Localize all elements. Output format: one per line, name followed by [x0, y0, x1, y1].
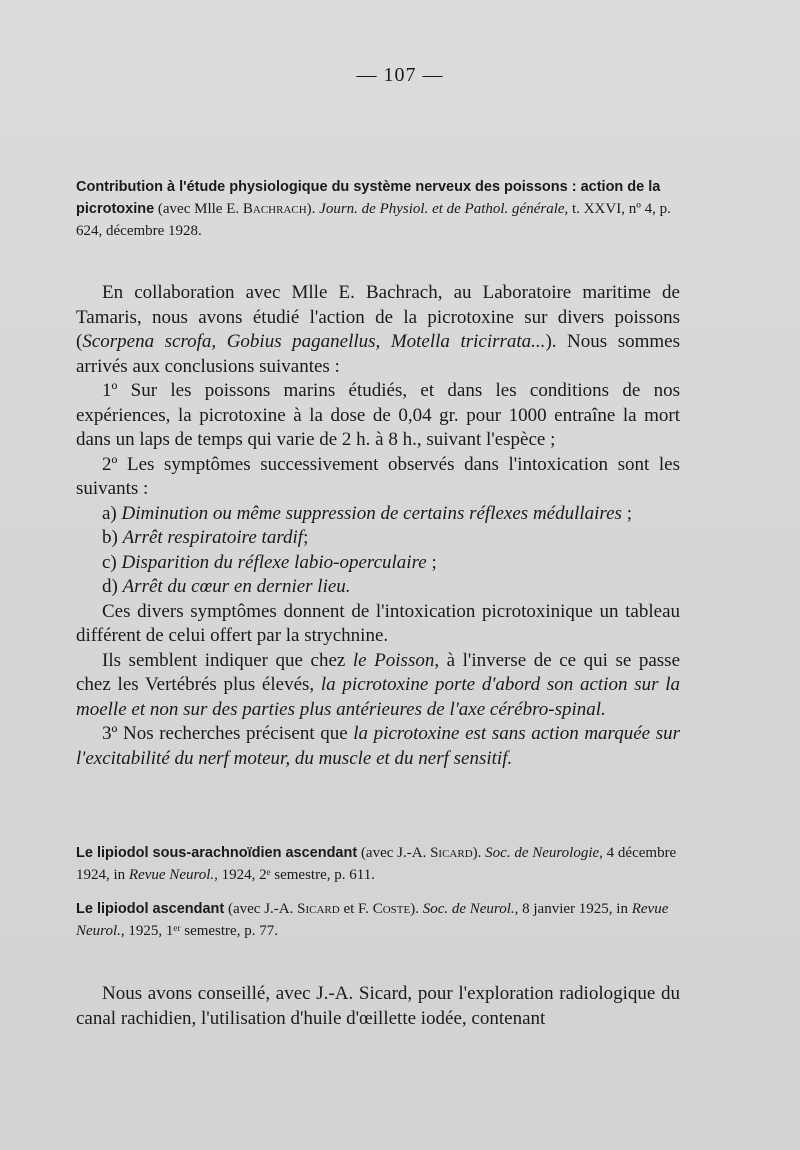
symptom-a-text: Diminution ou même suppression de certains réflexes médullaires	[121, 502, 622, 524]
reference-lipiodol-ascendant	[76, 898, 698, 942]
reference-journal: Journ. de Physiol. et de Pathol. générale	[319, 201, 565, 217]
symptom-a-label: a)	[102, 502, 122, 524]
symptom-c-label: c)	[102, 551, 122, 573]
symptom-d	[76, 575, 680, 600]
reference-details-1: , 4 décembre 1924, in	[76, 845, 677, 883]
reference-and: et F.	[339, 901, 373, 917]
symptom-d-text: Arrêt du cœur en dernier lieu.	[122, 576, 351, 597]
interpretation-paragraph	[76, 649, 680, 723]
intro-end: ). Nous sommes arrivés aux conclusions suivantes :	[76, 331, 680, 377]
species-list: Scorpena scrofa, Gobius paganellus, Motella tricirrata...	[82, 331, 546, 352]
reference-details-1: , 8 janvier 1925, in	[514, 901, 632, 917]
symptom-b	[76, 526, 680, 551]
symptom-b-label: b)	[102, 527, 123, 548]
symptom-c	[76, 551, 680, 576]
reference-picrotoxine	[76, 176, 698, 242]
symptom-b-end: ;	[303, 527, 309, 548]
symptom-c-text: Disparition du réflexe labio-operculaire	[121, 551, 427, 573]
reference-journal: Soc. de Neurol.	[422, 901, 515, 917]
lipiodol-summary	[76, 982, 680, 1031]
symptom-d-label: d)	[102, 576, 123, 597]
picrotoxine-summary	[76, 281, 680, 771]
reference-title: Le lipiodol sous-arachnoïdien ascendant	[76, 845, 358, 861]
interpretation-text-2: , à l'inverse de ce qui se passe chez les Vertébrés plus élevés,	[76, 649, 680, 695]
reference-details-2: , 1925, 1ᵉʳ semestre, p. 77.	[120, 923, 278, 939]
reference-details: , t. XXVI, nº 4, p. 624, décembre 1928.	[76, 201, 671, 239]
reference-authors-open: (avec J.-A.	[224, 901, 298, 917]
lipiodol-paragraph: Nous avons conseillé, avec J.-A. Sicard, pour l'exploration radiologique du canal rachidien, l'utilisation d'huile d'œillette iodée, contenant	[76, 983, 680, 1029]
reference-details-2: , 1924, 2ᵉ semestre, p. 611.	[214, 867, 375, 883]
page-number: — 107 —	[356, 64, 444, 86]
reference-title: Le lipiodol ascendant	[76, 901, 225, 917]
symptom-a-end: ;	[621, 502, 632, 524]
reference-authors-open: (avec Mlle E.	[154, 201, 243, 217]
reference-authors-open: (avec J.-A.	[357, 845, 431, 861]
conclusion-1: 1º Sur les poissons marins étudiés, et dans les conditions de nos expériences, la picrotoxine à la dose de 0,04 gr. pour 1000 entraîne la mort dans un laps de temps qui varie de 2 h. à 8 h., suivant l'espèce ;	[76, 380, 680, 450]
interpretation-emphasis-1: le Poisson	[352, 649, 435, 671]
reference-lipiodol-sous-arachnoidien	[76, 842, 698, 886]
reference-author: Sicard	[430, 845, 473, 861]
reference-title: Contribution à l'étude physiologique du système nerveux des poissons : action de la picrotoxine	[76, 179, 661, 217]
reference-author-2: Coste	[372, 901, 411, 917]
conclusion-2: 2º Les symptômes successivement observés dans l'intoxication sont les suivants :	[76, 453, 680, 499]
reference-authors-close: ).	[306, 201, 320, 217]
reference-author-1: Sicard	[297, 901, 340, 917]
reference-journal-2: Revue Neurol.	[128, 867, 215, 883]
reference-authors-close: ).	[410, 901, 423, 917]
conclusion-3-text: 3º Nos recherches précisent que	[102, 723, 354, 744]
conclusion-3-emphasis: la picrotoxine est sans action marquée sur l'excitabilité du nerf moteur, du muscle et du nerf sensitif.	[76, 723, 680, 769]
reference-journal: Soc. de Neurologie	[485, 845, 600, 861]
reference-authors-close: ).	[472, 845, 486, 861]
interpretation-text-1: Ils semblent indiquer que chez	[102, 649, 353, 671]
intro-text: En collaboration avec Mlle E. Bachrach, au Laboratoire maritime de Tamaris, nous avons étudié l'action de la picrotoxine sur divers poissons (	[76, 282, 680, 352]
symptom-a	[76, 502, 680, 527]
reference-journal-2: Revue Neurol.	[76, 901, 669, 939]
conclusion-3	[76, 722, 680, 771]
interpretation-emphasis-2: la picrotoxine porte d'abord son action sur la moelle et non sur des parties plus antérieures de l'axe cérébro-spinal.	[76, 674, 680, 720]
intro-paragraph	[76, 281, 680, 379]
symptom-b-text: Arrêt respiratoire tardif	[122, 527, 304, 548]
comparison-paragraph: Ces divers symptômes donnent de l'intoxication picrotoxinique un tableau différent de celui offert par la strychnine.	[76, 600, 680, 646]
reference-author: Bachrach	[242, 201, 307, 217]
symptom-c-end: ;	[426, 551, 437, 573]
